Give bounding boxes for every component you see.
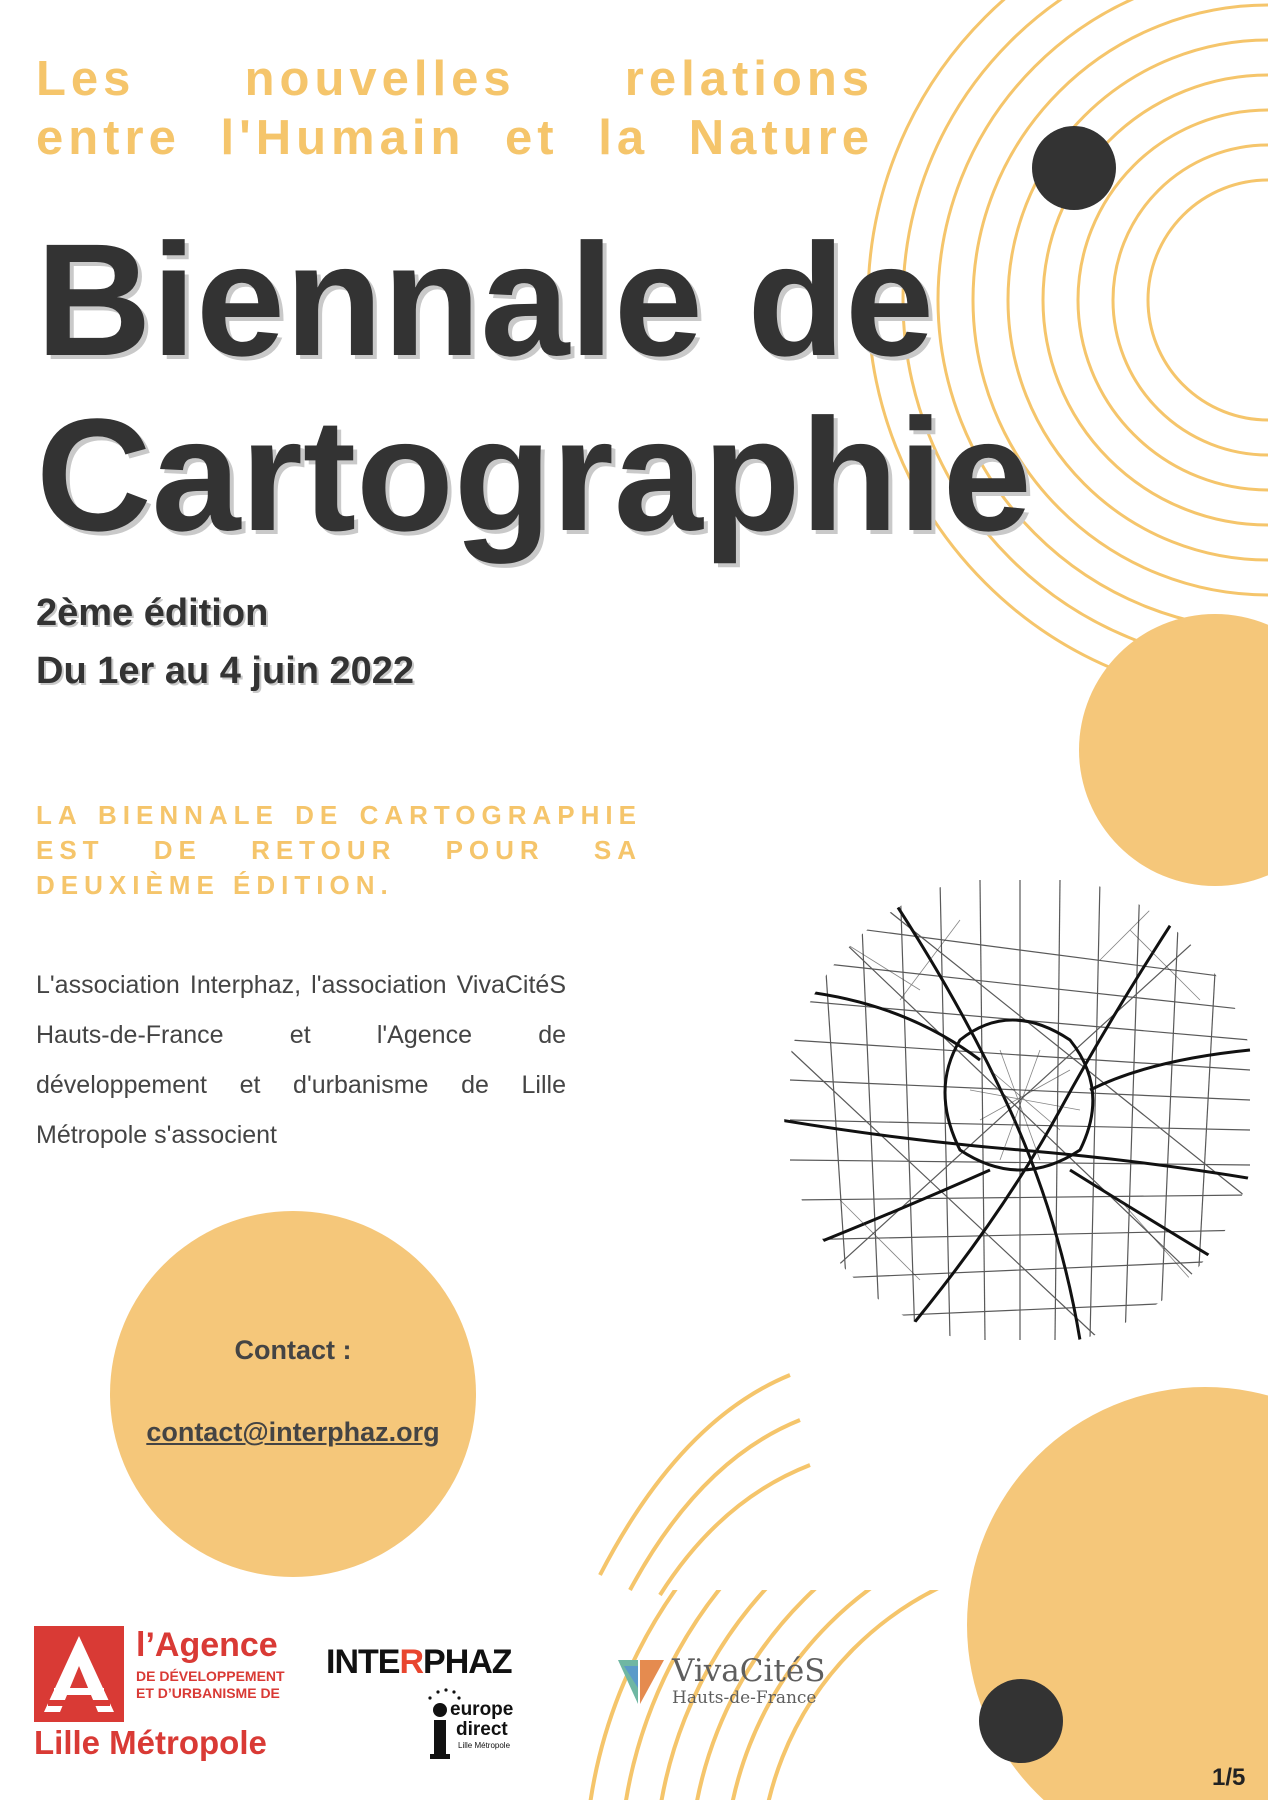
vivacites-name: VivaCitéS [672, 1653, 826, 1689]
vivacites-region: Hauts-de-France [672, 1688, 817, 1708]
dark-dot-bottom [979, 1679, 1063, 1763]
edition-number: 2ème édition [36, 592, 269, 634]
contact-email-link[interactable]: contact@interphaz.org [146, 1417, 440, 1447]
tagline [36, 50, 874, 168]
agence-city: Lille Métropole [34, 1724, 267, 1761]
page-number: 1/5 [1212, 1764, 1246, 1791]
interphaz-wordmark: INTERPHAZ [326, 1643, 512, 1681]
title-line2: Cartographie [36, 385, 1032, 564]
edition-dates: Du 1er au 4 juin 2022 [36, 650, 415, 692]
intro-body: L'association Interphaz, l'association VivaCitéS Hauts-de-France et l'Agence de développement et d'urbanisme de Lille Métropole s'associent [36, 971, 566, 1149]
europe-direct-line2: direct [456, 1719, 508, 1740]
city-street-map-image [780, 873, 1260, 1347]
dark-dot-top [1032, 126, 1116, 210]
title-line1: Biennale de [36, 210, 935, 389]
agence-subtitle-1: DE DÉVELOPPEMENT [136, 1668, 285, 1684]
agence-subtitle-2: ET D’URBANISME DE [136, 1685, 280, 1701]
europe-direct-line1: europe [450, 1699, 514, 1720]
contact-label: Contact : [234, 1335, 352, 1365]
contact-circle [110, 1211, 476, 1577]
agence-logo-mark [34, 1626, 124, 1722]
tagline-line1: Les nouvelles relations [36, 52, 874, 106]
vivacites-logo-mark [616, 1658, 666, 1706]
intro-kicker: LA BIENNALE DE CARTOGRAPHIE EST DE RETOUR POUR SA DEUXIÈME ÉDITION. [36, 800, 642, 900]
agence-logo[interactable] [34, 1626, 304, 1762]
agence-name: l’Agence [136, 1626, 278, 1664]
europe-direct-line3: Lille Métropole [458, 1741, 511, 1750]
edition-info [36, 584, 414, 700]
tagline-line2: entre l'Humain et la Nature [36, 111, 874, 165]
interphaz-logo[interactable] [326, 1642, 536, 1762]
page-title [36, 212, 1032, 562]
vivacites-logo[interactable] [616, 1654, 846, 1712]
orange-disc-right [1079, 614, 1268, 886]
